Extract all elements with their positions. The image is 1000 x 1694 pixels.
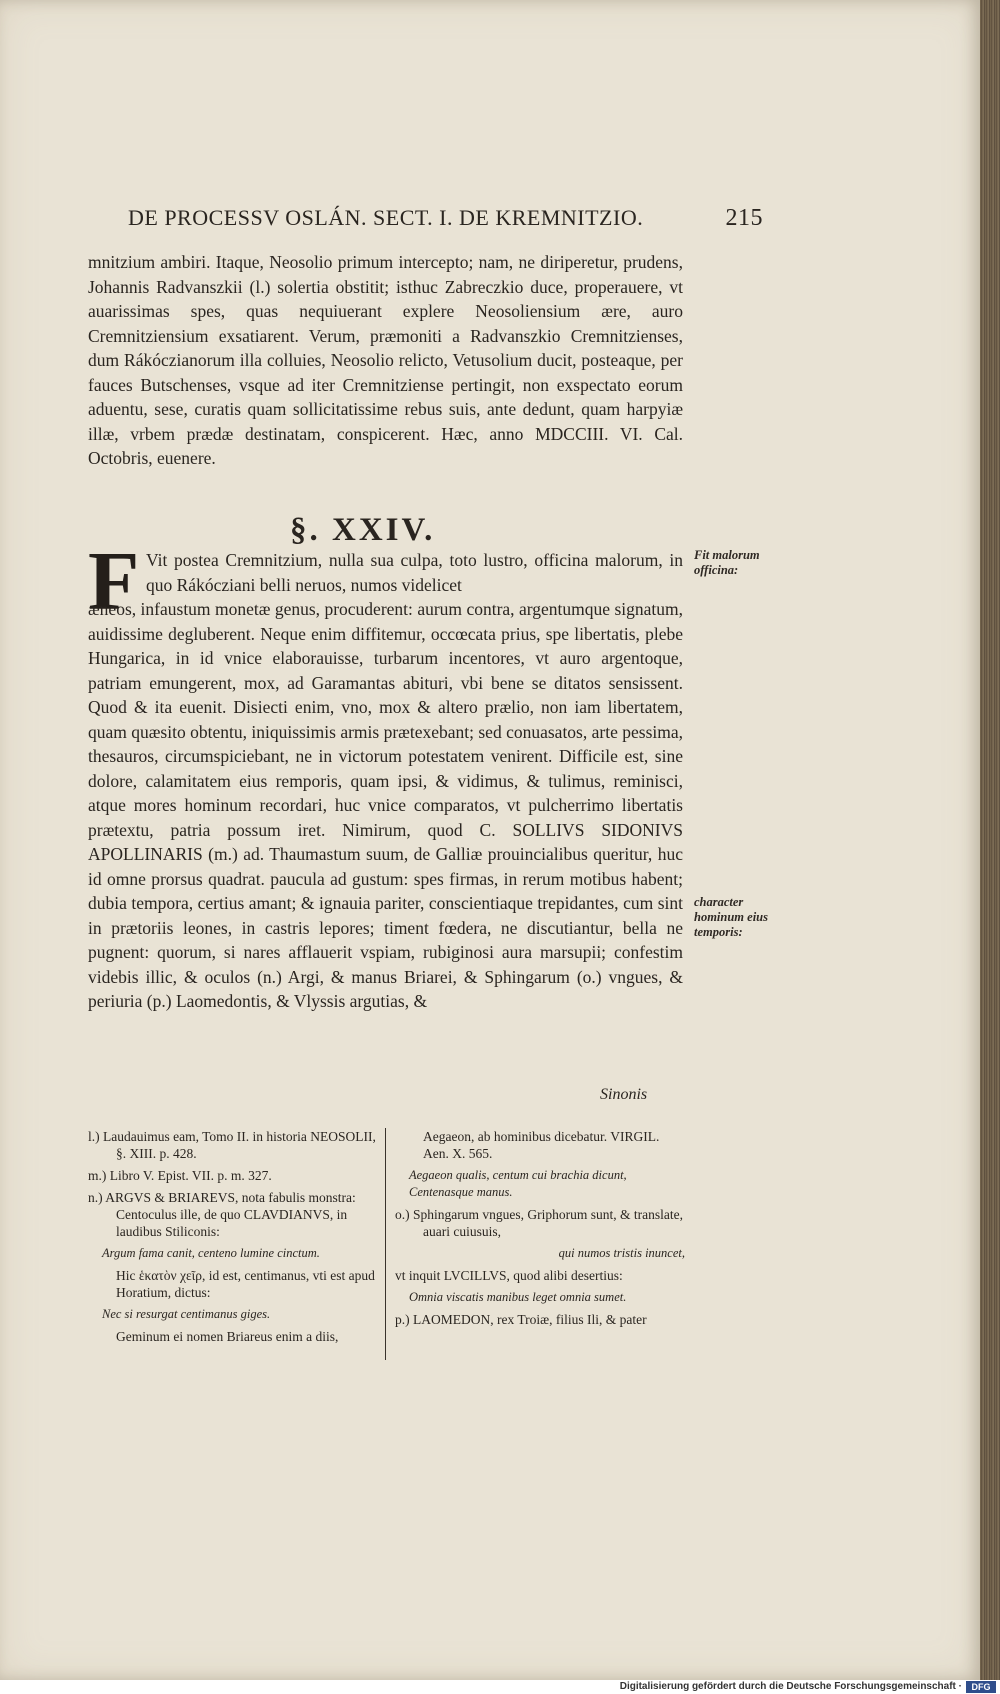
footnote-l: l.) Laudauimus eam, Tomo II. in historia NEOSOLII, §. XIII. p. 428.	[88, 1129, 376, 1161]
running-head-title: DE PROCESSV OSLÁN. SECT. I. DE KREMNITZIO.	[128, 205, 644, 230]
footnote-n: n.) ARGVS & BRIAREVS, nota fabulis monstra: Centoculus ille, de quo CLAVDIANVS, in laudibus Stiliconis:	[88, 1190, 356, 1239]
catchword: Sinonis	[600, 1086, 648, 1103]
footnote-quote: Omnia viscatis manibus leget omnia sumet.	[409, 1290, 627, 1304]
drop-capital: F	[88, 535, 140, 628]
footnote-quote: Nec si resurgat centimanus giges.	[102, 1307, 271, 1321]
footnotes-left-column	[88, 1128, 378, 1350]
footer-credit: Digitalisierung gefördert durch die Deutsche Forschungsgemeinschaft ·	[619, 1681, 962, 1692]
footnote-quote: qui numos tristis inuncet,	[558, 1246, 685, 1260]
footnote-text: Aegaeon, ab hominibus dicebatur. VIRGIL. Aen. X. 565.	[423, 1129, 660, 1161]
dfg-logo: DFG	[966, 1681, 996, 1693]
footnote-o: o.) Sphingarum vngues, Griphorum sunt, & translate, auari cuiusuis,	[395, 1207, 683, 1239]
paragraph-top: mnitzium ambiri. Itaque, Neosolio primum intercepto; nam, ne diriperetur, prudens, Johannis Radvanszkii (l.) solertia obstitit; isthuc Zabreczkio duce, properauere, vt auarissimas spes, quas nequiuerant explere Neosoliensium ære, auro Cremnitziensium exsatiarent. Verum, præmoniti a Radvanszkio Cremnitzienses, dum Rákóczianorum illa colluies, Neosolio relicto, Vetusolium ducit, posteaque, per fauces Butschenses, vsque ad iter Cremnitziense pertingit, non exspectato eorum aduentu, sese, curatis quam sollicitatissime rebus suis, ante dedunt, quam harpyiæ illæ, vrbem prædæ destinatam, conspicerent. Hæc, anno MDCCIII. VI. Cal. Octobris, euenere.	[88, 252, 683, 468]
footnote-p: p.) LAOMEDON, rex Troiæ, filius Ili, & pater	[395, 1312, 647, 1327]
footnote-m: m.) Libro V. Epist. VII. p. m. 327.	[88, 1168, 272, 1183]
page-number: 215	[725, 205, 763, 231]
paragraph-main-cap-lines: Vit postea Cremnitzium, nulla sua culpa, toto lustro, officina malorum, in quo Rákócziani belli neruos, numos videlicet	[146, 550, 683, 595]
running-head	[128, 205, 763, 239]
section-heading: §. XXIV.	[290, 512, 436, 548]
marginal-note-2: character hominum eius temporis:	[694, 895, 768, 939]
footnotes-right-column	[395, 1128, 685, 1333]
footnote-column-divider	[385, 1128, 386, 1360]
footnote-quote: Argum fama canit, centeno lumine cinctum.	[102, 1246, 320, 1260]
footnote-text: vt inquit LVCILLVS, quod alibi desertius:	[395, 1268, 623, 1283]
book-fore-edge	[980, 0, 1000, 1680]
footnote-quote: Aegaeon qualis, centum cui brachia dicunt, Centenasque manus.	[409, 1168, 627, 1199]
footnote-text: Geminum ei nomen Briareus enim a diis,	[116, 1329, 339, 1344]
paragraph-main-body: æneos, infaustum monetæ genus, procuderent: aurum contra, argentumque signatum, auidissime degluberent. Neque enim diffitemur, occœcata prius, spe libertatis, plebe Hungarica, in id vnice elaborauisse, turbarum incentores, vt auro argentoque, patriam emungerent, mox, ad Garamantas abituri, vbi bene se ditatos sensissent. Quod & ita euenit. Disiecti enim, vno, mox & altero prælio, non iam libertatem, quam quæsito obtentu, iniquissimis armis prætexebant; sed conuasatos, arte pessima, thesauros, circumspiciebant, ne in victorum potestatem venirent. Difficile est, sine dolore, calamitatem eius remporis, quam ipsi, & vidimus, & tulimus, reminisci, atque mores hominum recordari, huc vnice comparatos, vt pulcherrimo libertatis prætextu, patria possum iret. Nimirum, quod C. SOLLIVS SIDONIVS APOLLINARIS (m.) ad. Thaumastum suum, de Galliæ prouincialibus queritur, huc id omne prorsus quadrat. paucula ad gustum: spes firmas, in rerum motibus habent; dubia tempora, certius amant; & ignauia pariter, conscientiaque trepidantes, cum sint in prætoriis leones, in castris lepores; timent fœdera, ne discutiantur, bella ne pugnent: quorum, si nares afflauerit vspiam, rubiginosi aura marsupii; confestim videbis illic, & oculos (n.) Argi, & manus Briarei, & Sphingarum (o.) vngues, & periuria (p.) Laomedontis, & Vlyssis argutias, &	[88, 599, 683, 1011]
footnote-text: Hic ἑκατὸν χεῖρ, id est, centimanus, vti est apud Horatium, dictus:	[116, 1268, 375, 1300]
marginal-note-1: Fit malorum officina:	[694, 548, 760, 577]
paragraph-main	[88, 548, 683, 1014]
